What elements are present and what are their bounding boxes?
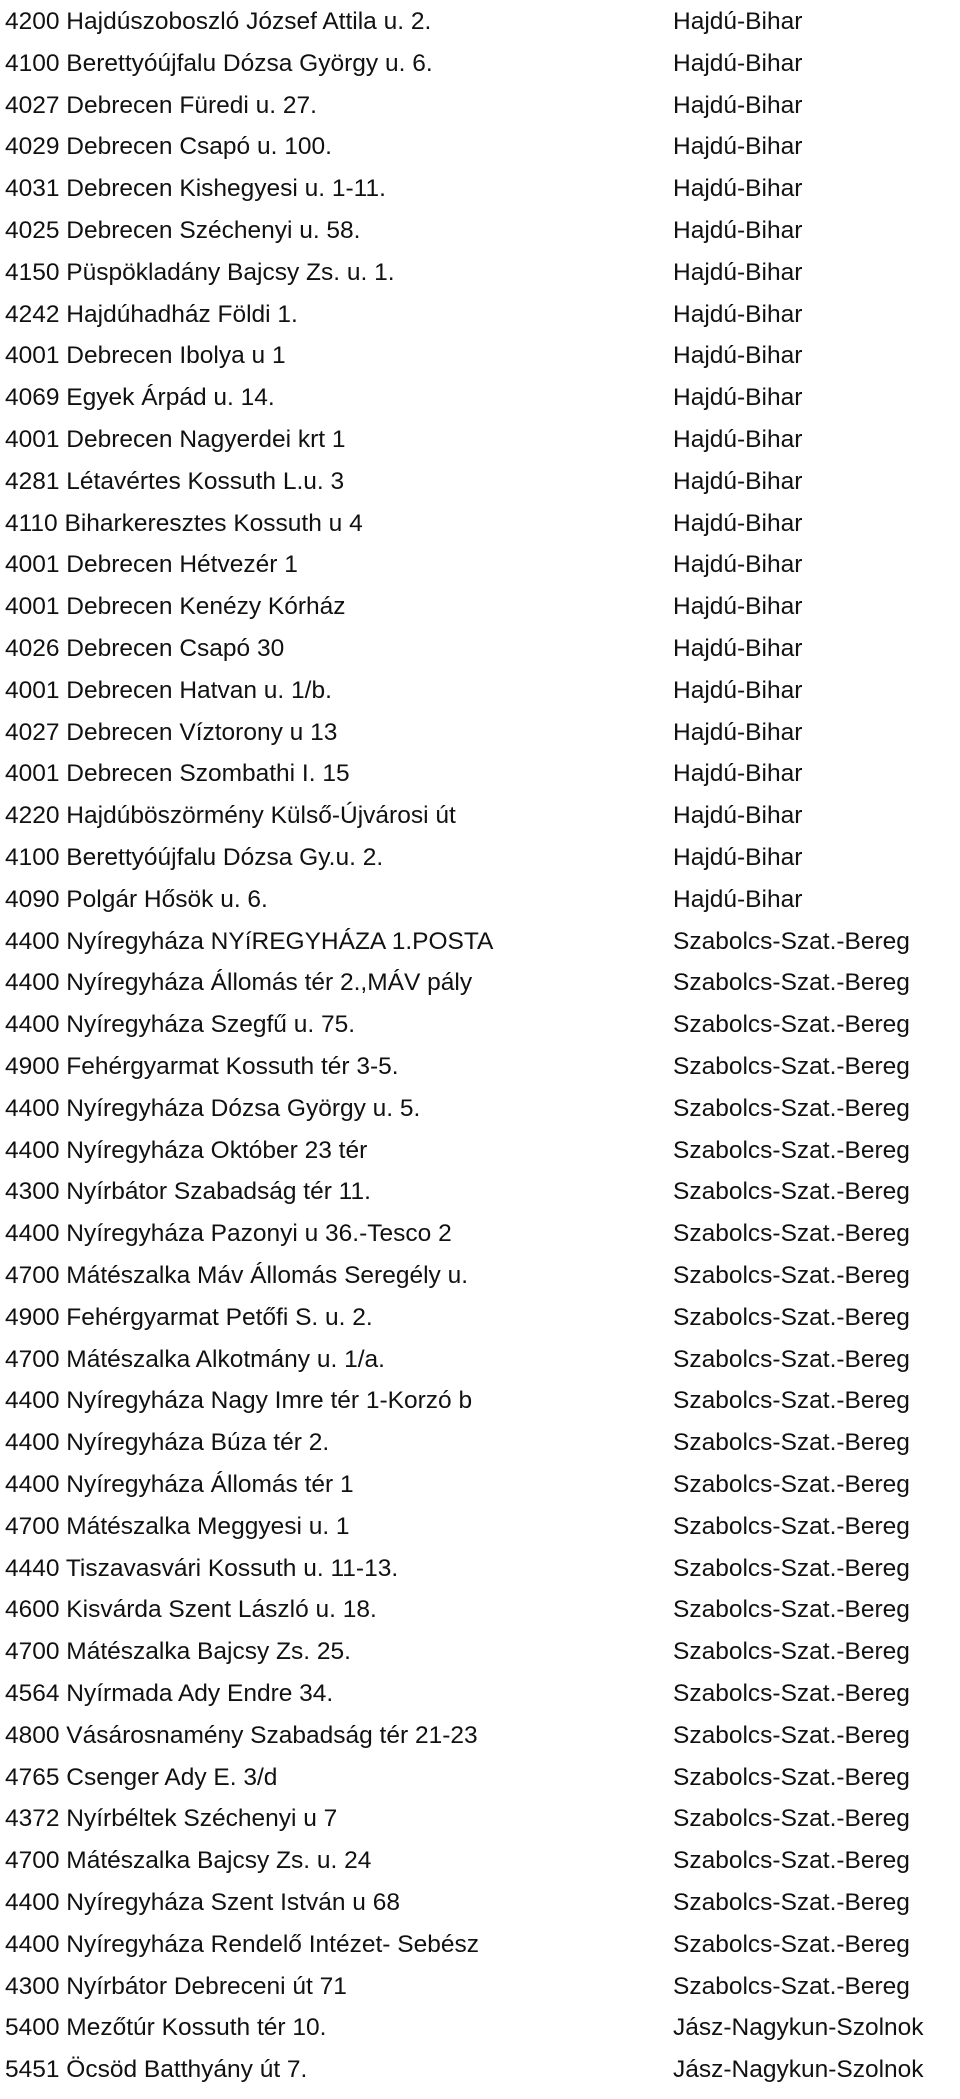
address-text: 4564 Nyírmada Ady Endre 34. (5, 1680, 334, 1707)
address-text: 4025 Debrecen Széchenyi u. 58. (5, 217, 361, 244)
county-text: Szabolcs-Szat.-Bereg (673, 1512, 910, 1540)
county-text: Hajdú-Bihar (673, 175, 803, 203)
county-text: Szabolcs-Szat.-Bereg (673, 1011, 910, 1039)
address-text: 4700 Mátészalka Bajcsy Zs. 25. (5, 1638, 351, 1666)
county-text: Hajdú-Bihar (673, 885, 803, 913)
county-text: Hajdú-Bihar (673, 802, 803, 830)
address-text: 4220 Hajdúböszörmény Külső-Újvárosi út (5, 802, 456, 830)
address-row (0, 962, 960, 1004)
address-text: 4027 Debrecen Víztorony u 13 (5, 718, 338, 746)
address-row (0, 753, 960, 795)
county-text: Szabolcs-Szat.-Bereg (673, 1554, 910, 1582)
county-text: Szabolcs-Szat.-Bereg (673, 1094, 910, 1122)
address-text: 4200 Hajdúszoboszló József Attila u. 2. (5, 8, 432, 35)
county-text: Szabolcs-Szat.-Bereg (673, 1220, 910, 1248)
address-text: 4400 Nyíregyháza Pazonyi u 36.-Tesco 2 (5, 1220, 452, 1248)
county-text: Hajdú-Bihar (673, 676, 803, 704)
address-row (0, 1548, 960, 1590)
address-text: 4150 Püspökladány Bajcsy Zs. u. 1. (5, 258, 395, 286)
county-text: Hajdú-Bihar (673, 384, 803, 412)
address-row (0, 921, 960, 963)
county-text: Szabolcs-Szat.-Bereg (673, 1889, 910, 1916)
address-row (0, 1924, 960, 1966)
address-text: 4700 Mátészalka Meggyesi u. 1 (5, 1512, 350, 1540)
address-row (0, 712, 960, 754)
address-text: 4700 Mátészalka Máv Állomás Seregély u. (5, 1262, 468, 1289)
address-text: 4031 Debrecen Kishegyesi u. 1-11. (5, 175, 386, 203)
address-text: 4029 Debrecen Csapó u. 100. (5, 133, 332, 161)
county-text: Hajdú-Bihar (673, 593, 803, 621)
address-row (0, 1297, 960, 1339)
address-row (0, 544, 960, 586)
county-text: Szabolcs-Szat.-Bereg (673, 1345, 910, 1373)
county-text: Hajdú-Bihar (673, 718, 803, 746)
address-row (0, 85, 960, 127)
address-row (0, 1380, 960, 1422)
address-row (0, 1631, 960, 1673)
address-text: 4001 Debrecen Kenézy Kórház (5, 593, 346, 621)
address-row (0, 1882, 960, 1924)
county-text: Jász-Nagykun-Szolnok (673, 2014, 924, 2042)
address-row (0, 837, 960, 879)
address-row (0, 586, 960, 628)
address-text: 4765 Csenger Ady E. 3/d (5, 1763, 278, 1791)
address-row (0, 503, 960, 545)
address-text: 4100 Berettyóújfalu Dózsa György u. 6. (5, 49, 433, 77)
address-text: 4900 Fehérgyarmat Petőfi S. u. 2. (5, 1303, 373, 1331)
address-row (0, 1589, 960, 1631)
address-text: 4600 Kisvárda Szent László u. 18. (5, 1596, 377, 1624)
county-text: Szabolcs-Szat.-Bereg (673, 1178, 910, 1206)
address-row (0, 1715, 960, 1757)
address-row (0, 1171, 960, 1213)
address-text: 4001 Debrecen Ibolya u 1 (5, 342, 286, 370)
address-text: 4400 Nyíregyháza Rendelő Intézet- Sebész (5, 1930, 479, 1958)
address-text: 4026 Debrecen Csapó 30 (5, 635, 285, 662)
address-row (0, 43, 960, 85)
address-text: 5451 Öcsöd Batthyány út 7. (5, 2056, 308, 2084)
county-text: Hajdú-Bihar (673, 133, 803, 161)
address-row (0, 2049, 960, 2091)
address-row (0, 1673, 960, 1715)
county-text: Szabolcs-Szat.-Bereg (673, 1638, 910, 1666)
address-text: 4400 Nyíregyháza NYíREGYHÁZA 1.POSTA (5, 927, 494, 955)
address-text: 4400 Nyíregyháza Október 23 tér (5, 1136, 368, 1164)
address-text: 4400 Nyíregyháza Nagy Imre tér 1-Korzó b (5, 1387, 473, 1415)
address-row (0, 628, 960, 670)
county-text: Szabolcs-Szat.-Bereg (673, 969, 910, 997)
county-text: Hajdú-Bihar (673, 8, 803, 35)
address-text: 4001 Debrecen Hétvezér 1 (5, 551, 298, 579)
county-text: Szabolcs-Szat.-Bereg (673, 1972, 910, 2000)
county-text: Szabolcs-Szat.-Bereg (673, 1721, 910, 1749)
address-text: 4100 Berettyóújfalu Dózsa Gy.u. 2. (5, 844, 384, 871)
county-text: Szabolcs-Szat.-Bereg (673, 1387, 910, 1415)
county-text: Szabolcs-Szat.-Bereg (673, 1262, 910, 1289)
address-text: 4400 Nyíregyháza Dózsa György u. 5. (5, 1094, 421, 1122)
address-row (0, 294, 960, 336)
county-text: Hajdú-Bihar (673, 844, 803, 871)
county-text: Hajdú-Bihar (673, 635, 803, 662)
county-text: Hajdú-Bihar (673, 342, 803, 370)
county-text: Hajdú-Bihar (673, 300, 803, 328)
county-text: Jász-Nagykun-Szolnok (673, 2056, 924, 2084)
address-row (0, 2007, 960, 2049)
county-text: Hajdú-Bihar (673, 467, 803, 495)
address-row (0, 670, 960, 712)
address-row (0, 252, 960, 294)
address-row (0, 1130, 960, 1172)
address-row (0, 1004, 960, 1046)
address-text: 4800 Vásárosnamény Szabadság tér 21-23 (5, 1721, 478, 1749)
county-text: Szabolcs-Szat.-Bereg (673, 1471, 910, 1498)
address-row (0, 1966, 960, 2008)
county-text: Szabolcs-Szat.-Bereg (673, 1847, 910, 1875)
county-text: Szabolcs-Szat.-Bereg (673, 927, 910, 955)
county-text: Hajdú-Bihar (673, 760, 803, 788)
address-text: 4001 Debrecen Szombathi I. 15 (5, 760, 350, 788)
address-text: 4440 Tiszavasvári Kossuth u. 11-13. (5, 1554, 399, 1582)
address-text: 4090 Polgár Hősök u. 6. (5, 885, 268, 913)
address-text: 4400 Nyíregyháza Búza tér 2. (5, 1429, 330, 1457)
address-text: 4069 Egyek Árpád u. 14. (5, 384, 275, 412)
address-text: 4242 Hajdúhadház Földi 1. (5, 300, 298, 328)
address-row (0, 1798, 960, 1840)
address-row (0, 1088, 960, 1130)
address-text: 4400 Nyíregyháza Állomás tér 2.,MÁV pály (5, 969, 473, 997)
address-text: 4027 Debrecen Füredi u. 27. (5, 91, 317, 119)
address-row (0, 1, 960, 43)
county-text: Szabolcs-Szat.-Bereg (673, 1053, 910, 1080)
address-row (0, 1339, 960, 1381)
county-text: Hajdú-Bihar (673, 551, 803, 579)
address-row (0, 1840, 960, 1882)
county-text: Szabolcs-Szat.-Bereg (673, 1303, 910, 1331)
address-text: 4110 Biharkeresztes Kossuth u 4 (5, 509, 363, 537)
county-text: Szabolcs-Szat.-Bereg (673, 1805, 910, 1833)
address-text: 4300 Nyírbátor Szabadság tér 11. (5, 1178, 371, 1206)
address-text: 4400 Nyíregyháza Állomás tér 1 (5, 1471, 354, 1498)
address-row (0, 168, 960, 210)
address-text: 4400 Nyíregyháza Szent István u 68 (5, 1889, 400, 1916)
address-text: 4001 Debrecen Hatvan u. 1/b. (5, 676, 332, 704)
address-row (0, 419, 960, 461)
county-text: Hajdú-Bihar (673, 217, 803, 244)
address-text: 4001 Debrecen Nagyerdei krt 1 (5, 426, 346, 453)
address-text: 5400 Mezőtúr Kossuth tér 10. (5, 2014, 327, 2042)
address-row (0, 879, 960, 921)
address-row (0, 210, 960, 252)
county-text: Szabolcs-Szat.-Bereg (673, 1429, 910, 1457)
address-row (0, 1213, 960, 1255)
county-text: Hajdú-Bihar (673, 258, 803, 286)
address-row (0, 795, 960, 837)
address-row (0, 377, 960, 419)
address-text: 4372 Nyírbéltek Széchenyi u 7 (5, 1805, 338, 1833)
county-text: Hajdú-Bihar (673, 49, 803, 77)
county-text: Szabolcs-Szat.-Bereg (673, 1930, 910, 1958)
county-text: Szabolcs-Szat.-Bereg (673, 1136, 910, 1164)
address-row (0, 1757, 960, 1799)
address-text: 4700 Mátészalka Alkotmány u. 1/a. (5, 1345, 385, 1373)
address-text: 4300 Nyírbátor Debreceni út 71 (5, 1972, 347, 2000)
address-text: 4281 Létavértes Kossuth L.u. 3 (5, 467, 345, 495)
address-text: 4700 Mátészalka Bajcsy Zs. u. 24 (5, 1847, 372, 1875)
address-text: 4900 Fehérgyarmat Kossuth tér 3-5. (5, 1053, 399, 1080)
county-text: Szabolcs-Szat.-Bereg (673, 1680, 910, 1707)
county-text: Hajdú-Bihar (673, 91, 803, 119)
address-row (0, 335, 960, 377)
county-text: Hajdú-Bihar (673, 509, 803, 537)
county-text: Hajdú-Bihar (673, 426, 803, 453)
address-row (0, 1422, 960, 1464)
address-row (0, 1255, 960, 1297)
county-text: Szabolcs-Szat.-Bereg (673, 1763, 910, 1791)
address-row (0, 1464, 960, 1506)
address-row (0, 461, 960, 503)
address-row (0, 1046, 960, 1088)
address-text: 4400 Nyíregyháza Szegfű u. 75. (5, 1011, 356, 1039)
address-row (0, 1506, 960, 1548)
county-text: Szabolcs-Szat.-Bereg (673, 1596, 910, 1624)
address-row (0, 126, 960, 168)
